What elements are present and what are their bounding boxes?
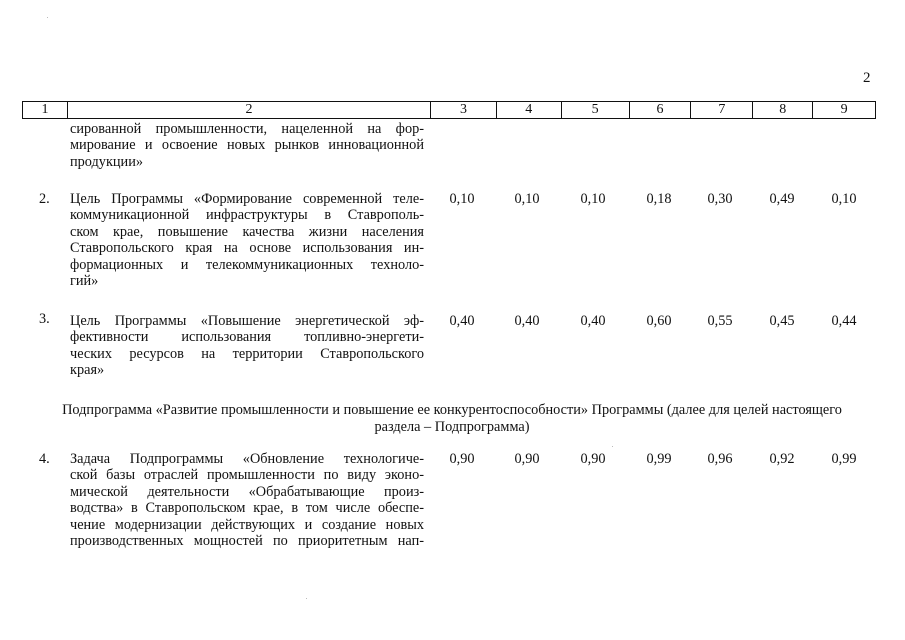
description-line: фективности использования топливно-энергети- [70, 329, 424, 346]
header-col-3: 3 [431, 102, 497, 118]
row-description [70, 191, 424, 289]
description-line: водства» в Ставропольском крае, в том числе обеспе- [70, 500, 424, 517]
value-cell: 0,10 [580, 191, 606, 207]
description-line: края» [70, 362, 105, 379]
value-cell: 0,49 [769, 191, 795, 207]
value-cell: 0,18 [646, 191, 672, 207]
subprogram-heading-line: Подпрограмма «Развитие промышленности и повышение ее конкурентоспособности» Программы (далее для целей настоящего [62, 402, 842, 418]
value-cell: 0,90 [580, 451, 606, 467]
description-line: ском крае, повышение качества жизни населения [70, 223, 424, 240]
header-col-9: 9 [840, 102, 848, 117]
continuation-line: сированной промышленности, нацеленной на фор- [70, 121, 424, 137]
value-cell: 0,10 [449, 191, 475, 207]
value-cell: 0,44 [831, 313, 857, 329]
row-description [70, 313, 424, 379]
value-cell: 0,40 [449, 313, 475, 329]
row-number: 2. [39, 191, 50, 207]
row-number: 3. [39, 311, 50, 327]
header-col-8: 8 [753, 102, 813, 118]
value-cell: 0,90 [514, 451, 540, 467]
value-cell: 0,96 [707, 451, 733, 467]
value-cell: 0,40 [580, 313, 606, 329]
scan-speck [612, 446, 613, 447]
header-col-4: 4 [497, 102, 562, 118]
value-cell: 0,90 [449, 451, 475, 467]
description-line: производственных мощностей по приоритетным нап- [70, 533, 424, 550]
continuation-text [70, 121, 424, 170]
row-number: 4. [39, 451, 50, 467]
header-col-7: 7 [691, 102, 753, 118]
value-cell: 0,10 [514, 191, 540, 207]
scan-speck [306, 598, 307, 599]
description-line: коммуникационной инфраструктуры в Ставрополь- [70, 207, 424, 224]
continuation-line: мирование и освоение новых рынков инновационной [70, 137, 424, 154]
subprogram-heading [22, 402, 882, 436]
description-line: Ставропольского края на основе использования ин- [70, 240, 424, 257]
continuation-line: продукции» [70, 153, 144, 170]
description-line: Цель Программы «Повышение энергетической эф- [70, 313, 424, 329]
page-number: 2 [863, 70, 871, 86]
row-description [70, 451, 424, 549]
value-cell: 0,60 [646, 313, 672, 329]
description-line: чение модернизации действующих и создание новых [70, 516, 424, 533]
value-cell: 0,55 [707, 313, 733, 329]
value-cell: 0,10 [831, 191, 857, 207]
value-cell: 0,99 [831, 451, 857, 467]
description-line: Задача Подпрограммы «Обновление технологиче- [70, 451, 424, 467]
value-cell: 0,30 [707, 191, 733, 207]
description-line: Цель Программы «Формирование современной теле- [70, 191, 424, 207]
header-col-2: 2 [68, 102, 431, 118]
description-line: ской базы отраслей промышленности по виду эконо- [70, 467, 424, 484]
description-line: ческих ресурсов на территории Ставропольского [70, 345, 424, 362]
subprogram-heading-line: раздела – Подпрограмма) [374, 419, 530, 435]
description-line: мической деятельности «Обрабатывающие произ- [70, 483, 424, 500]
description-line: формационных и телекоммуникационных техноло- [70, 256, 424, 273]
scan-speck [47, 17, 48, 18]
value-cell: 0,45 [769, 313, 795, 329]
header-col-1: 1 [23, 102, 68, 118]
value-cell: 0,99 [646, 451, 672, 467]
value-cell: 0,92 [769, 451, 795, 467]
description-line: гий» [70, 273, 99, 290]
value-cell: 0,40 [514, 313, 540, 329]
header-col-5: 5 [562, 102, 630, 118]
table-header-row [22, 101, 876, 119]
header-col-6: 6 [630, 102, 692, 118]
